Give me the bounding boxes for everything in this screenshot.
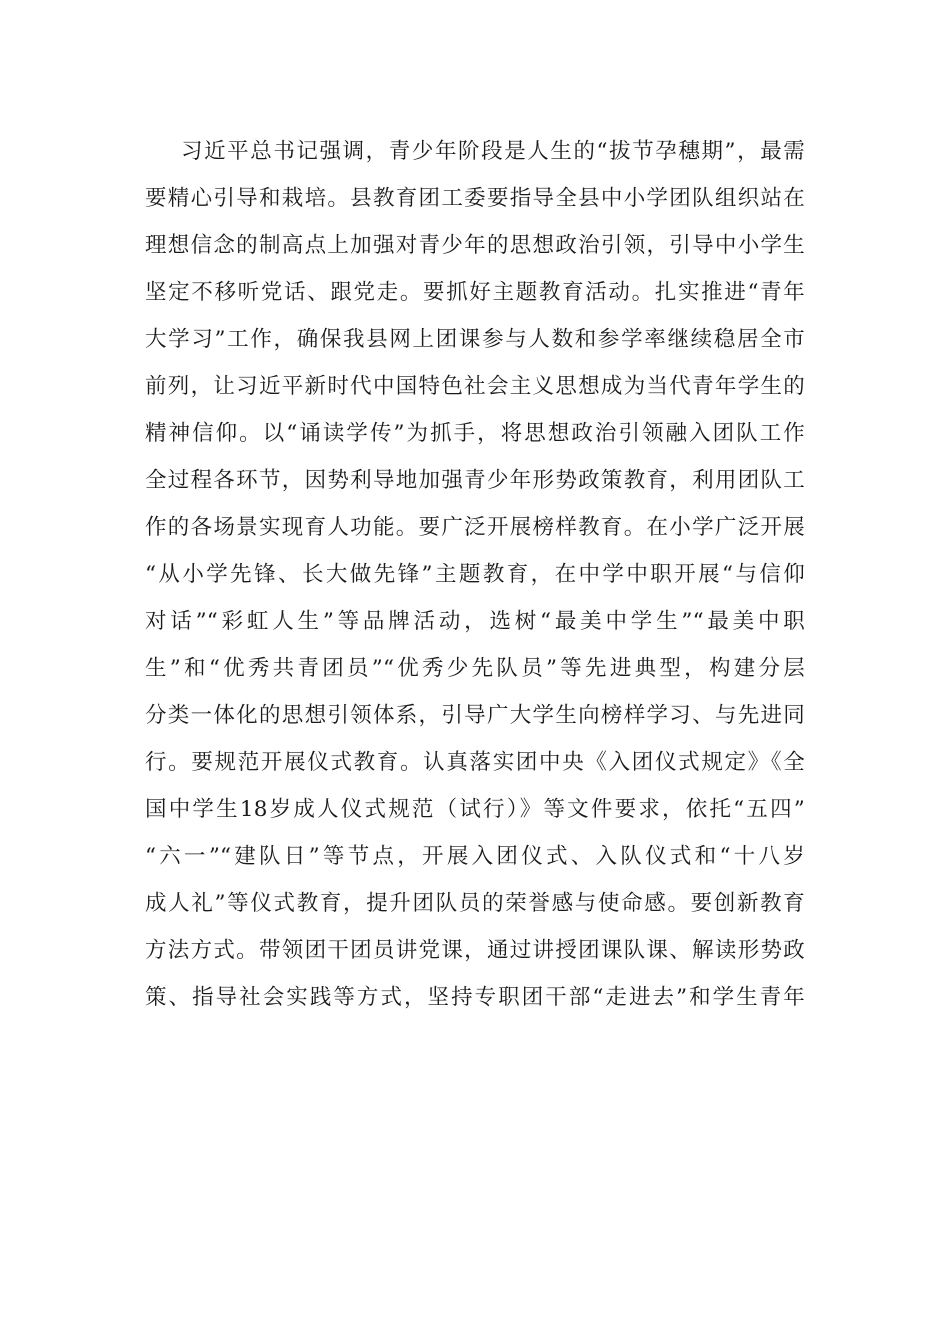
paragraph-line: 分类一体化的思想引领体系，引导广大学生向榜样学习、与先进同 [145, 703, 805, 728]
paragraph-line: 国中学生18岁成人仪式规范（试行）》等文件要求，依托“五四” [145, 797, 805, 822]
paragraph-line: 方法方式。带领团干团员讲党课，通过讲授团课队课、解读形势政 [145, 938, 805, 963]
paragraph-line: 成人礼”等仪式教育，提升团队员的荣誉感与使命感。要创新教育 [145, 891, 805, 916]
paragraph-line: 理想信念的制高点上加强对青少年的思想政治引领，引导中小学生 [145, 233, 805, 258]
paragraph-line: 策、指导社会实践等方式，坚持专职团干部“走进去”和学生青年 [145, 985, 805, 1010]
paragraph-line: 要精心引导和栽培。县教育团工委要指导全县中小学团队组织站在 [145, 186, 805, 211]
paragraph-line: 生”和“优秀共青团员”“优秀少先队员”等先进典型，构建分层 [145, 656, 805, 681]
paragraph-line: 前列，让习近平新时代中国特色社会主义思想成为当代青年学生的 [145, 374, 805, 399]
paragraph-line: “六一”“建队日”等节点，开展入团仪式、入队仪式和“十八岁 [145, 844, 805, 869]
paragraph-line: 对话”“彩虹人生”等品牌活动，选树“最美中学生”“最美中职 [145, 609, 805, 634]
paragraph-line: 全过程各环节，因势利导地加强青少年形势政策教育，利用团队工 [145, 468, 805, 493]
body-paragraph [145, 128, 805, 1021]
paragraph-line: 作的各场景实现育人功能。要广泛开展榜样教育。在小学广泛开展 [145, 515, 805, 540]
paragraph-line: 坚定不移听党话、跟党走。要抓好主题教育活动。扎实推进“青年 [145, 280, 805, 305]
paragraph-line: 习近平总书记强调，青少年阶段是人生的“拔节孕穗期”，最需 [181, 139, 805, 164]
paragraph-line: 行。要规范开展仪式教育。认真落实团中央《入团仪式规定》《全 [145, 750, 805, 775]
paragraph-line: 精神信仰。以“诵读学传”为抓手，将思想政治引领融入团队工作 [145, 421, 805, 446]
paragraph-line: “从小学先锋、长大做先锋”主题教育，在中学中职开展“与信仰 [145, 562, 805, 587]
paragraph-line: 大学习”工作，确保我县网上团课参与人数和参学率继续稳居全市 [145, 327, 805, 352]
